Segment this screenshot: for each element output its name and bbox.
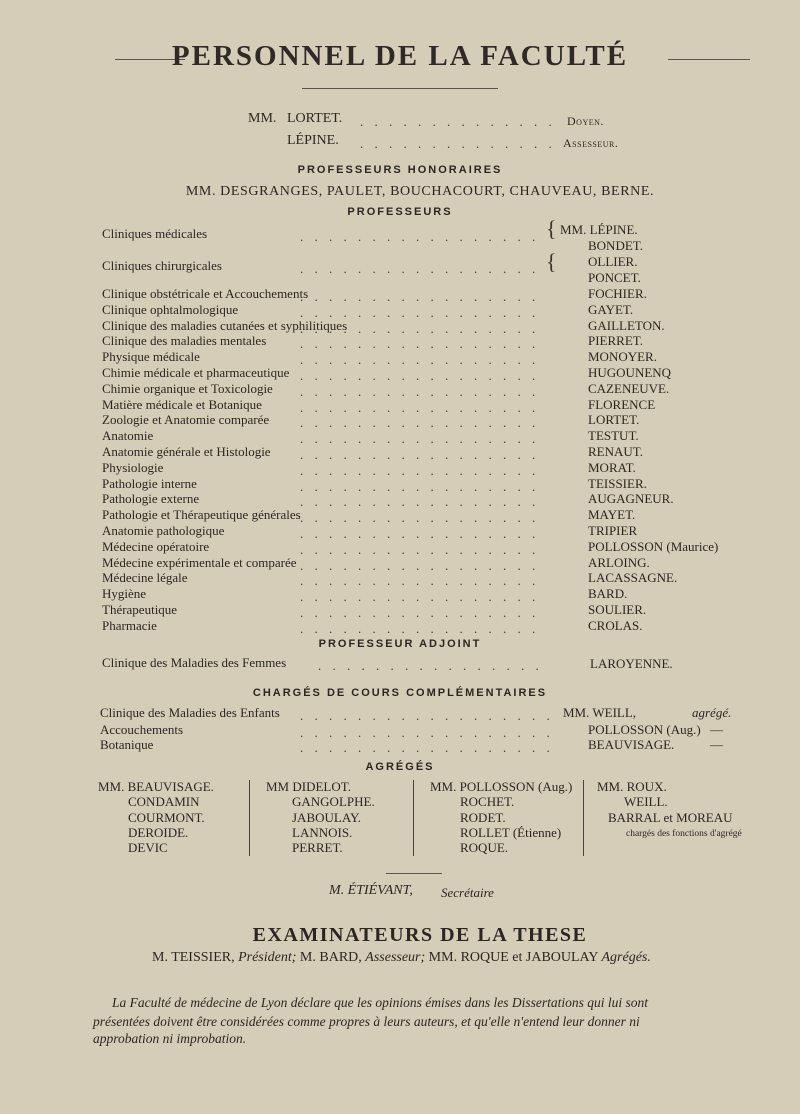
professeur-name: SOULIER. (588, 602, 647, 617)
professeur-subject: Physique médicale (102, 349, 200, 365)
professeur-leader (300, 229, 542, 245)
charge-leader (300, 708, 550, 724)
professeur-subject: Cliniques médicales (102, 226, 208, 241)
secretaire-name: M. ÉTIÉVANT, (329, 883, 413, 898)
agrege-name: DEVIC (128, 840, 168, 856)
honoraires-heading: PROFESSEURS HONORAIRES (297, 164, 503, 176)
professeur-leader (300, 352, 542, 368)
charge-note: agrégé. (692, 705, 732, 720)
professeur-leader (300, 621, 542, 637)
doyen-role: Doyen. (567, 114, 604, 128)
charge-subject: Clinique des Maladies des Enfants (100, 705, 280, 720)
professeur-name: BARD. (588, 586, 628, 602)
professeur-name: ARLOING. (588, 554, 650, 570)
agrege-name: COURMONT. (128, 809, 205, 825)
professeur-subject: Pharmacie (102, 617, 157, 633)
professeur-name: MM. LÉPINE. (560, 222, 638, 237)
assesseur-leader (360, 136, 556, 152)
disclaimer-line-2: présentées doivent être considérées comme propres à leurs auteurs, et qu'elle n'entend leur donner ni (93, 1014, 640, 1029)
professeur-leader (300, 321, 542, 337)
professeur-name: TEISSIER. (588, 475, 647, 491)
professeur-leader (300, 415, 542, 431)
professeur-subject: Pathologie externe (102, 491, 200, 507)
agrege-name: ROQUE. (460, 840, 509, 856)
agrege-name: PERRET. (292, 840, 343, 856)
professeur-name: GAYET. (588, 301, 634, 317)
professeur-subject: Thérapeutique (102, 602, 178, 617)
examinateurs-agreges-role: Agrégés. (601, 950, 651, 965)
agrege-name: chargés des fonctions d'agrégé (626, 829, 742, 839)
title-underline (302, 88, 498, 89)
professeur-name: CAZENEUVE. (588, 380, 670, 396)
adjoint-subject: Clinique des Maladies des Femmes (102, 655, 287, 670)
professeur-name: POLLOSSON (Maurice) (588, 538, 719, 554)
agrege-name: MM. BEAUVISAGE. (98, 779, 214, 794)
professeur-name: PONCET. (588, 270, 641, 285)
charge-name: MM. WEILL, (563, 705, 637, 720)
professeur-leader (300, 463, 542, 479)
agreges-divider-3 (583, 780, 584, 856)
professeur-subject: Anatomie générale et Histologie (102, 444, 271, 459)
agreges-divider-1 (249, 780, 250, 856)
professeur-leader (300, 542, 542, 558)
professeur-name: LACASSAGNE. (588, 570, 678, 586)
agrege-name: WEILL. (624, 794, 668, 810)
professeur-leader (300, 368, 542, 384)
professeur-name: TESTUT. (588, 428, 639, 444)
officers-prefix: MM. (248, 111, 277, 126)
professeur-subject: Zoologie et Anatomie comparée (102, 412, 270, 428)
professeur-subject: Clinique des maladies cutanées et syphilitiques (102, 317, 348, 333)
charge-leader (300, 725, 550, 741)
doyen-name: LORTET. (287, 111, 343, 126)
agrege-name: DEROIDE. (128, 824, 189, 840)
professeur-subject: Clinique ophtalmologique (102, 301, 239, 317)
agrege-name: BARRAL et MOREAU (608, 809, 733, 825)
professeur-name: CROLAS. (588, 617, 643, 633)
agrege-name: MM DIDELOT. (266, 779, 351, 794)
professeur-name: LORTET. (588, 412, 640, 428)
examinateurs-agreges-names: MM. ROQUE et JABOULAY (428, 950, 598, 965)
agrege-name: MM. ROUX. (597, 779, 667, 794)
agrege-name: ROLLET (Étienne) (460, 824, 562, 840)
professeur-leader (300, 573, 542, 589)
adjoint-name: LAROYENNE. (590, 656, 673, 671)
professeur-name: FLORENCE (588, 396, 656, 412)
adjoint-leader (318, 658, 540, 674)
examinateur-assesseur-name: M. BARD, (299, 950, 362, 965)
charge-subject: Botanique (100, 737, 154, 752)
agreges-divider-2 (413, 780, 414, 856)
professeur-name: HUGOUNENQ (588, 365, 672, 380)
honoraires-names: MM. DESGRANGES, PAULET, BOUCHACOURT, CHAUVEAU, BERNE. (185, 184, 655, 199)
agreges-heading: AGRÉGÉS (365, 761, 435, 773)
agreges-bottom-rule (386, 873, 442, 874)
professeur-leader (300, 526, 542, 542)
professeur-name: TRIPIER (588, 523, 638, 538)
professeur-leader (300, 336, 542, 352)
agrege-name: RODET. (460, 809, 506, 825)
professeur-leader (300, 494, 542, 510)
charge-note: — (710, 722, 723, 737)
charge-subject: Accouchements (100, 722, 184, 737)
examinateur-president-role: Président; (238, 950, 297, 965)
professeur-name: PIERRET. (588, 333, 644, 349)
brace-cliniques-chirurgicales: { (546, 249, 557, 274)
charge-note: — (710, 737, 723, 752)
professeurs-heading: PROFESSEURS (347, 206, 453, 218)
professeur-name: AUGAGNEUR. (588, 491, 674, 507)
agrege-name: GANGOLPHE. (292, 794, 375, 810)
professeur-subject: Médecine opératoire (102, 538, 210, 554)
professeur-name: GAILLETON. (588, 317, 665, 333)
charge-name: POLLOSSON (Aug.) (588, 722, 701, 737)
professeur-subject: Chimie organique et Toxicologie (102, 380, 273, 396)
adjoint-heading: PROFESSEUR ADJOINT (318, 638, 482, 650)
professeur-subject: Chimie médicale et pharmaceutique (102, 365, 290, 380)
professeur-subject: Cliniques chirurgicales (102, 258, 222, 273)
assesseur-role: Assesseur. (563, 136, 619, 150)
professeur-leader (300, 289, 542, 305)
professeur-subject: Clinique des maladies mentales (102, 333, 267, 349)
disclaimer-line-3: approbation ni improbation. (93, 1031, 247, 1046)
examinateur-president-name: M. TEISSIER, (152, 950, 235, 965)
professeur-subject: Physiologie (102, 459, 164, 475)
disclaimer-line-1: La Faculté de médecine de Lyon déclare que les opinions émises dans les Dissertations qui lui sont (112, 995, 649, 1010)
professeur-subject: Hygiène (102, 586, 147, 602)
professeur-leader (300, 261, 542, 277)
professeur-name: MORAT. (588, 459, 636, 475)
charges-heading: CHARGÉS DE COURS COMPLÉMENTAIRES (252, 687, 548, 699)
professeur-leader (300, 384, 542, 400)
professeur-leader (300, 447, 542, 463)
professeur-leader (300, 605, 542, 621)
professeur-leader (300, 400, 542, 416)
professeur-subject: Pathologie interne (102, 475, 197, 491)
charge-name: BEAUVISAGE. (588, 737, 675, 752)
professeur-name: RENAUT. (588, 444, 644, 459)
examinateur-assesseur-role: Assesseur; (365, 950, 426, 965)
professeur-leader (300, 431, 542, 447)
professeur-leader (300, 589, 542, 605)
professeur-subject: Clinique obstétricale et Accouchements (102, 286, 309, 301)
professeur-name: BONDET. (588, 238, 644, 253)
professeur-subject: Médecine légale (102, 570, 188, 586)
professeur-leader (300, 510, 542, 526)
assesseur-name: LÉPINE. (287, 133, 339, 148)
agrege-name: LANNOIS. (292, 824, 353, 840)
doyen-leader (360, 114, 556, 130)
examinateurs-line (152, 950, 651, 966)
professeur-name: FOCHIER. (588, 286, 647, 301)
professeur-name: MAYET. (588, 507, 636, 523)
examinateurs-title: EXAMINATEURS DE LA THESE (252, 924, 588, 946)
professeur-subject: Médecine expérimentale et comparée (102, 554, 297, 570)
professeur-name: MONOYER. (588, 349, 657, 365)
agrege-name: ROCHET. (460, 794, 515, 810)
professeur-subject: Anatomie (102, 428, 154, 444)
secretaire-role: Secrétaire (441, 885, 494, 900)
agrege-name: CONDAMIN (128, 794, 200, 810)
agrege-name: MM. POLLOSSON (Aug.) (430, 779, 573, 794)
charge-leader (300, 740, 550, 756)
professeur-leader (300, 479, 542, 495)
agrege-name: JABOULAY. (292, 809, 361, 825)
professeur-name: OLLIER. (588, 254, 638, 269)
page-title: PERSONNEL DE LA FACULTÉ (171, 40, 629, 72)
professeur-subject: Anatomie pathologique (102, 523, 225, 538)
professeur-subject: Pathologie et Thérapeutique générales (102, 507, 301, 523)
professeur-subject: Matière médicale et Botanique (102, 396, 262, 412)
professeur-leader (300, 558, 542, 574)
brace-cliniques-medicales: { (546, 216, 557, 241)
